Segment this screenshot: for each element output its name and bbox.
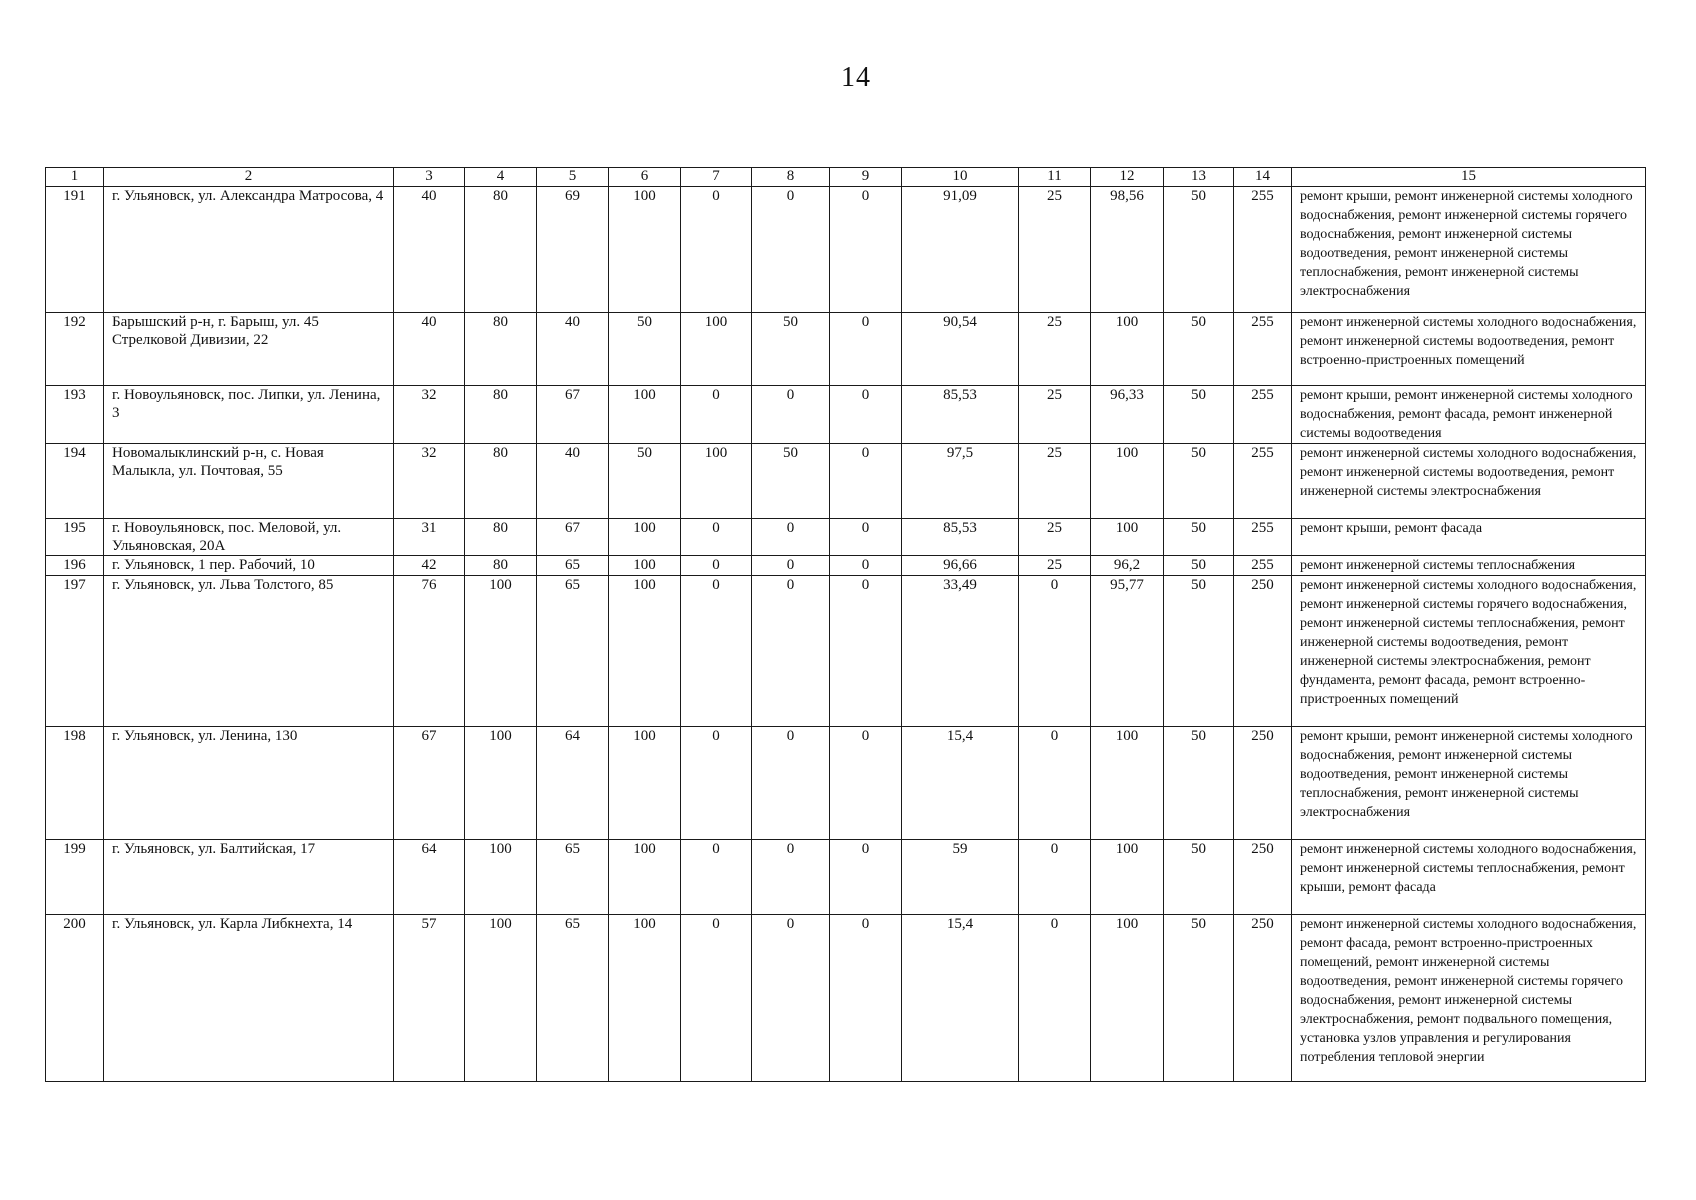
value-cell: 40	[394, 187, 465, 313]
value-cell: 50	[1164, 576, 1234, 727]
value-cell: 15,4	[902, 915, 1019, 1082]
value-cell: 100	[609, 840, 681, 915]
value-cell: 255	[1234, 556, 1292, 576]
value-cell: 0	[681, 727, 752, 840]
value-cell: 96,66	[902, 556, 1019, 576]
value-cell: 95,77	[1091, 576, 1164, 727]
value-cell: 97,5	[902, 444, 1019, 519]
value-cell: 64	[537, 727, 609, 840]
value-cell: 50	[609, 313, 681, 386]
value-cell: 69	[537, 187, 609, 313]
column-header: 10	[902, 168, 1019, 187]
value-cell: 100	[609, 915, 681, 1082]
value-cell: 0	[681, 556, 752, 576]
value-cell: 65	[537, 840, 609, 915]
address-cell: Барышский р-н, г. Барыш, ул. 45 Стрелковой Дивизии, 22	[104, 313, 394, 386]
value-cell: 59	[902, 840, 1019, 915]
value-cell: 100	[1091, 915, 1164, 1082]
value-cell: 0	[830, 187, 902, 313]
column-header: 8	[752, 168, 830, 187]
value-cell: 255	[1234, 313, 1292, 386]
value-cell: 25	[1019, 444, 1091, 519]
address-cell: г. Ульяновск, ул. Балтийская, 17	[104, 840, 394, 915]
value-cell: 0	[830, 915, 902, 1082]
value-cell: 100	[681, 313, 752, 386]
value-cell: 0	[1019, 840, 1091, 915]
value-cell: 100	[1091, 519, 1164, 556]
table-row	[46, 187, 1646, 313]
value-cell: 40	[394, 313, 465, 386]
value-cell: 0	[681, 187, 752, 313]
column-header: 2	[104, 168, 394, 187]
column-header: 9	[830, 168, 902, 187]
column-header: 12	[1091, 168, 1164, 187]
value-cell: 0	[681, 915, 752, 1082]
works-cell: ремонт инженерной системы теплоснабжения	[1292, 556, 1646, 576]
value-cell: 0	[830, 840, 902, 915]
row-number: 191	[46, 187, 104, 313]
row-number: 193	[46, 386, 104, 444]
value-cell: 100	[1091, 313, 1164, 386]
table-row	[46, 386, 1646, 444]
value-cell: 25	[1019, 313, 1091, 386]
row-number: 198	[46, 727, 104, 840]
works-cell: ремонт инженерной системы холодного водоснабжения, ремонт инженерной системы теплоснабжения, ремонт крыши, ремонт фасада	[1292, 840, 1646, 915]
value-cell: 25	[1019, 386, 1091, 444]
table-row	[46, 727, 1646, 840]
value-cell: 40	[537, 444, 609, 519]
value-cell: 100	[609, 727, 681, 840]
works-cell: ремонт инженерной системы холодного водоснабжения, ремонт инженерной системы водоотведения, ремонт инженерной системы электроснабжения	[1292, 444, 1646, 519]
address-cell: г. Ульяновск, ул. Карла Либкнехта, 14	[104, 915, 394, 1082]
column-header: 5	[537, 168, 609, 187]
value-cell: 32	[394, 386, 465, 444]
table-row	[46, 313, 1646, 386]
row-number: 194	[46, 444, 104, 519]
value-cell: 67	[394, 727, 465, 840]
table-row	[46, 576, 1646, 727]
value-cell: 250	[1234, 840, 1292, 915]
address-cell: г. Ульяновск, ул. Ленина, 130	[104, 727, 394, 840]
column-header: 3	[394, 168, 465, 187]
value-cell: 0	[752, 556, 830, 576]
value-cell: 90,54	[902, 313, 1019, 386]
value-cell: 80	[465, 556, 537, 576]
value-cell: 50	[1164, 313, 1234, 386]
value-cell: 33,49	[902, 576, 1019, 727]
value-cell: 91,09	[902, 187, 1019, 313]
table-row	[46, 915, 1646, 1082]
value-cell: 50	[1164, 840, 1234, 915]
value-cell: 0	[830, 727, 902, 840]
value-cell: 80	[465, 187, 537, 313]
value-cell: 0	[1019, 576, 1091, 727]
column-header: 13	[1164, 168, 1234, 187]
value-cell: 15,4	[902, 727, 1019, 840]
value-cell: 50	[609, 444, 681, 519]
value-cell: 0	[830, 386, 902, 444]
address-cell: Новомалыклинский р-н, с. Новая Малыкла, ул. Почтовая, 55	[104, 444, 394, 519]
value-cell: 250	[1234, 727, 1292, 840]
value-cell: 0	[681, 519, 752, 556]
value-cell: 0	[752, 840, 830, 915]
value-cell: 50	[1164, 915, 1234, 1082]
value-cell: 0	[752, 915, 830, 1082]
value-cell: 100	[609, 386, 681, 444]
address-cell: г. Ульяновск, 1 пер. Рабочий, 10	[104, 556, 394, 576]
value-cell: 50	[1164, 386, 1234, 444]
value-cell: 57	[394, 915, 465, 1082]
works-cell: ремонт крыши, ремонт инженерной системы холодного водоснабжения, ремонт инженерной системы горячего водоснабжения, ремонт инженерной системы водоотведения, ремонт инженерной системы теплоснабжения, ремонт инженерной системы электроснабжения	[1292, 187, 1646, 313]
table-row	[46, 519, 1646, 556]
column-header: 1	[46, 168, 104, 187]
table-row	[46, 840, 1646, 915]
value-cell: 76	[394, 576, 465, 727]
value-cell: 50	[1164, 519, 1234, 556]
value-cell: 255	[1234, 187, 1292, 313]
value-cell: 0	[752, 386, 830, 444]
value-cell: 85,53	[902, 519, 1019, 556]
column-header: 7	[681, 168, 752, 187]
value-cell: 0	[681, 576, 752, 727]
value-cell: 96,33	[1091, 386, 1164, 444]
value-cell: 25	[1019, 187, 1091, 313]
row-number: 200	[46, 915, 104, 1082]
value-cell: 80	[465, 313, 537, 386]
row-number: 199	[46, 840, 104, 915]
value-cell: 250	[1234, 576, 1292, 727]
column-header: 15	[1292, 168, 1646, 187]
value-cell: 0	[752, 576, 830, 727]
value-cell: 65	[537, 556, 609, 576]
value-cell: 100	[1091, 727, 1164, 840]
value-cell: 50	[752, 313, 830, 386]
column-numbers-header	[46, 168, 1646, 187]
value-cell: 67	[537, 386, 609, 444]
value-cell: 100	[1091, 444, 1164, 519]
row-number: 196	[46, 556, 104, 576]
value-cell: 0	[830, 576, 902, 727]
works-cell: ремонт инженерной системы холодного водоснабжения, ремонт фасада, ремонт встроенно-пристроенных помещений, ремонт инженерной системы водоотведения, ремонт инженерной системы горячего водоснабжения, ремонт инженерной системы электроснабжения, ремонт подвального помещения, установка узлов управления и регулирования потребления тепловой энергии	[1292, 915, 1646, 1082]
value-cell: 85,53	[902, 386, 1019, 444]
value-cell: 65	[537, 915, 609, 1082]
value-cell: 50	[1164, 187, 1234, 313]
value-cell: 64	[394, 840, 465, 915]
column-header: 14	[1234, 168, 1292, 187]
value-cell: 0	[681, 386, 752, 444]
value-cell: 40	[537, 313, 609, 386]
table-row	[46, 556, 1646, 576]
value-cell: 255	[1234, 386, 1292, 444]
value-cell: 250	[1234, 915, 1292, 1082]
value-cell: 255	[1234, 444, 1292, 519]
value-cell: 32	[394, 444, 465, 519]
value-cell: 25	[1019, 519, 1091, 556]
value-cell: 42	[394, 556, 465, 576]
address-cell: г. Ульяновск, ул. Александра Матросова, 4	[104, 187, 394, 313]
value-cell: 0	[752, 187, 830, 313]
value-cell: 25	[1019, 556, 1091, 576]
value-cell: 65	[537, 576, 609, 727]
works-cell: ремонт инженерной системы холодного водоснабжения, ремонт инженерной системы горячего водоснабжения, ремонт инженерной системы теплоснабжения, ремонт инженерной системы водоотведения, ремонт инженерной системы электроснабжения, ремонт фундамента, ремонт фасада, ремонт встроенно-пристроенных помещений	[1292, 576, 1646, 727]
page-number: 14	[841, 62, 871, 93]
address-cell: г. Ульяновск, ул. Льва Толстого, 85	[104, 576, 394, 727]
value-cell: 100	[609, 519, 681, 556]
column-header: 6	[609, 168, 681, 187]
value-cell: 0	[752, 727, 830, 840]
value-cell: 0	[1019, 915, 1091, 1082]
value-cell: 0	[752, 519, 830, 556]
row-number: 195	[46, 519, 104, 556]
row-number: 192	[46, 313, 104, 386]
value-cell: 100	[609, 576, 681, 727]
value-cell: 0	[830, 519, 902, 556]
column-header: 11	[1019, 168, 1091, 187]
works-cell: ремонт инженерной системы холодного водоснабжения, ремонт инженерной системы водоотведения, ремонт встроенно-пристроенных помещений	[1292, 313, 1646, 386]
column-header: 4	[465, 168, 537, 187]
address-cell: г. Новоульяновск, пос. Меловой, ул. Ульяновская, 20А	[104, 519, 394, 556]
works-cell: ремонт крыши, ремонт инженерной системы холодного водоснабжения, ремонт фасада, ремонт инженерной системы водоотведения	[1292, 386, 1646, 444]
value-cell: 50	[1164, 444, 1234, 519]
table-row	[46, 444, 1646, 519]
value-cell: 67	[537, 519, 609, 556]
value-cell: 31	[394, 519, 465, 556]
value-cell: 0	[1019, 727, 1091, 840]
value-cell: 100	[465, 576, 537, 727]
value-cell: 80	[465, 386, 537, 444]
value-cell: 80	[465, 519, 537, 556]
value-cell: 80	[465, 444, 537, 519]
works-cell: ремонт крыши, ремонт фасада	[1292, 519, 1646, 556]
value-cell: 100	[465, 727, 537, 840]
value-cell: 100	[465, 915, 537, 1082]
value-cell: 100	[609, 556, 681, 576]
value-cell: 0	[681, 840, 752, 915]
works-cell: ремонт крыши, ремонт инженерной системы холодного водоснабжения, ремонт инженерной системы водоотведения, ремонт инженерной системы теплоснабжения, ремонт инженерной системы электроснабжения	[1292, 727, 1646, 840]
value-cell: 0	[830, 556, 902, 576]
repair-register-table	[45, 167, 1646, 1082]
value-cell: 100	[1091, 840, 1164, 915]
value-cell: 0	[830, 313, 902, 386]
row-number: 197	[46, 576, 104, 727]
value-cell: 96,2	[1091, 556, 1164, 576]
value-cell: 0	[830, 444, 902, 519]
value-cell: 100	[609, 187, 681, 313]
address-cell: г. Новоульяновск, пос. Липки, ул. Ленина, 3	[104, 386, 394, 444]
value-cell: 50	[1164, 556, 1234, 576]
value-cell: 100	[465, 840, 537, 915]
value-cell: 100	[681, 444, 752, 519]
value-cell: 255	[1234, 519, 1292, 556]
value-cell: 98,56	[1091, 187, 1164, 313]
value-cell: 50	[752, 444, 830, 519]
value-cell: 50	[1164, 727, 1234, 840]
